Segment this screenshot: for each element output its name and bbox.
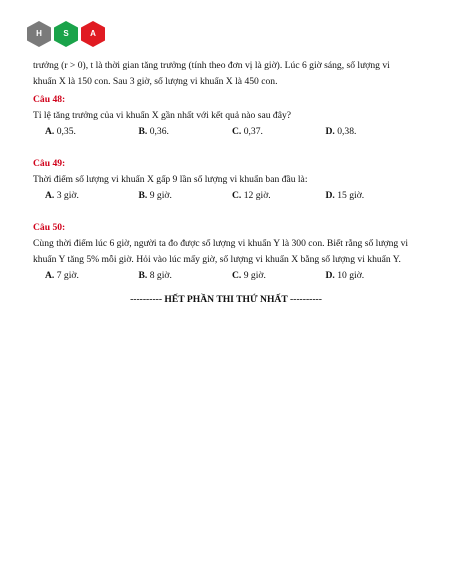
logo-letter-h: H	[36, 29, 42, 38]
hsa-logo	[27, 21, 107, 47]
option-a[interactable]: A. 0,35.	[45, 126, 76, 137]
question-50-text: Cùng thời điểm lúc 6 giờ, người ta đo được số lượng vi khuẩn Y là 300 con. Biết rằng số lượng vi	[33, 238, 409, 249]
logo-letter-s: S	[63, 29, 69, 38]
logo-hex-a	[81, 21, 105, 47]
question-50-options	[45, 268, 419, 284]
question-49-options	[45, 188, 419, 204]
option-b[interactable]: B. 8 giờ.	[138, 270, 172, 281]
logo-letter-a: A	[90, 29, 96, 38]
intro-line: khuẩn X là 150 con. Sau 3 giờ, số lượng vi khuẩn X là 450 con.	[33, 76, 278, 87]
option-a[interactable]: A. 7 giờ.	[45, 270, 79, 281]
question-50-text: khuẩn Y tăng 5% mỗi giờ. Hỏi vào lúc mấy giờ, số lượng vi khuẩn X bằng số lượng vi khuẩn Y.	[33, 254, 401, 265]
option-c[interactable]: C. 12 giờ.	[232, 190, 271, 201]
option-c[interactable]: C. 9 giờ.	[232, 270, 266, 281]
end-of-section-text: ---------- HẾT PHẦN THI THỨ NHẤT ----------	[130, 294, 322, 305]
question-49-title: Câu 49:	[33, 158, 66, 169]
question-49-text: Thời điểm số lượng vi khuẩn X gấp 9 lần số lượng vi khuẩn ban đầu là:	[33, 174, 308, 185]
option-d[interactable]: D. 10 giờ.	[325, 270, 365, 281]
question-48-options	[45, 124, 419, 140]
option-c[interactable]: C. 0,37.	[232, 126, 263, 137]
question-48-text: Tỉ lệ tăng trưởng của vi khuẩn X gần nhất với kết quả nào sau đây?	[33, 110, 292, 121]
option-d[interactable]: D. 0,38.	[325, 126, 357, 137]
logo-hex-h	[27, 21, 51, 47]
option-d[interactable]: D. 15 giờ.	[325, 190, 365, 201]
intro-line: trưởng (r > 0), t là thời gian tăng trưởng (tính theo đơn vị là giờ). Lúc 6 giờ sáng, số lượng vi	[33, 60, 390, 71]
option-a[interactable]: A. 3 giờ.	[45, 190, 79, 201]
option-b[interactable]: B. 0,36.	[138, 126, 169, 137]
document-body	[33, 58, 419, 308]
question-50-title: Câu 50:	[33, 222, 66, 233]
option-b[interactable]: B. 9 giờ.	[138, 190, 172, 201]
question-48-title: Câu 48:	[33, 94, 66, 105]
logo-hex-s	[54, 21, 78, 47]
